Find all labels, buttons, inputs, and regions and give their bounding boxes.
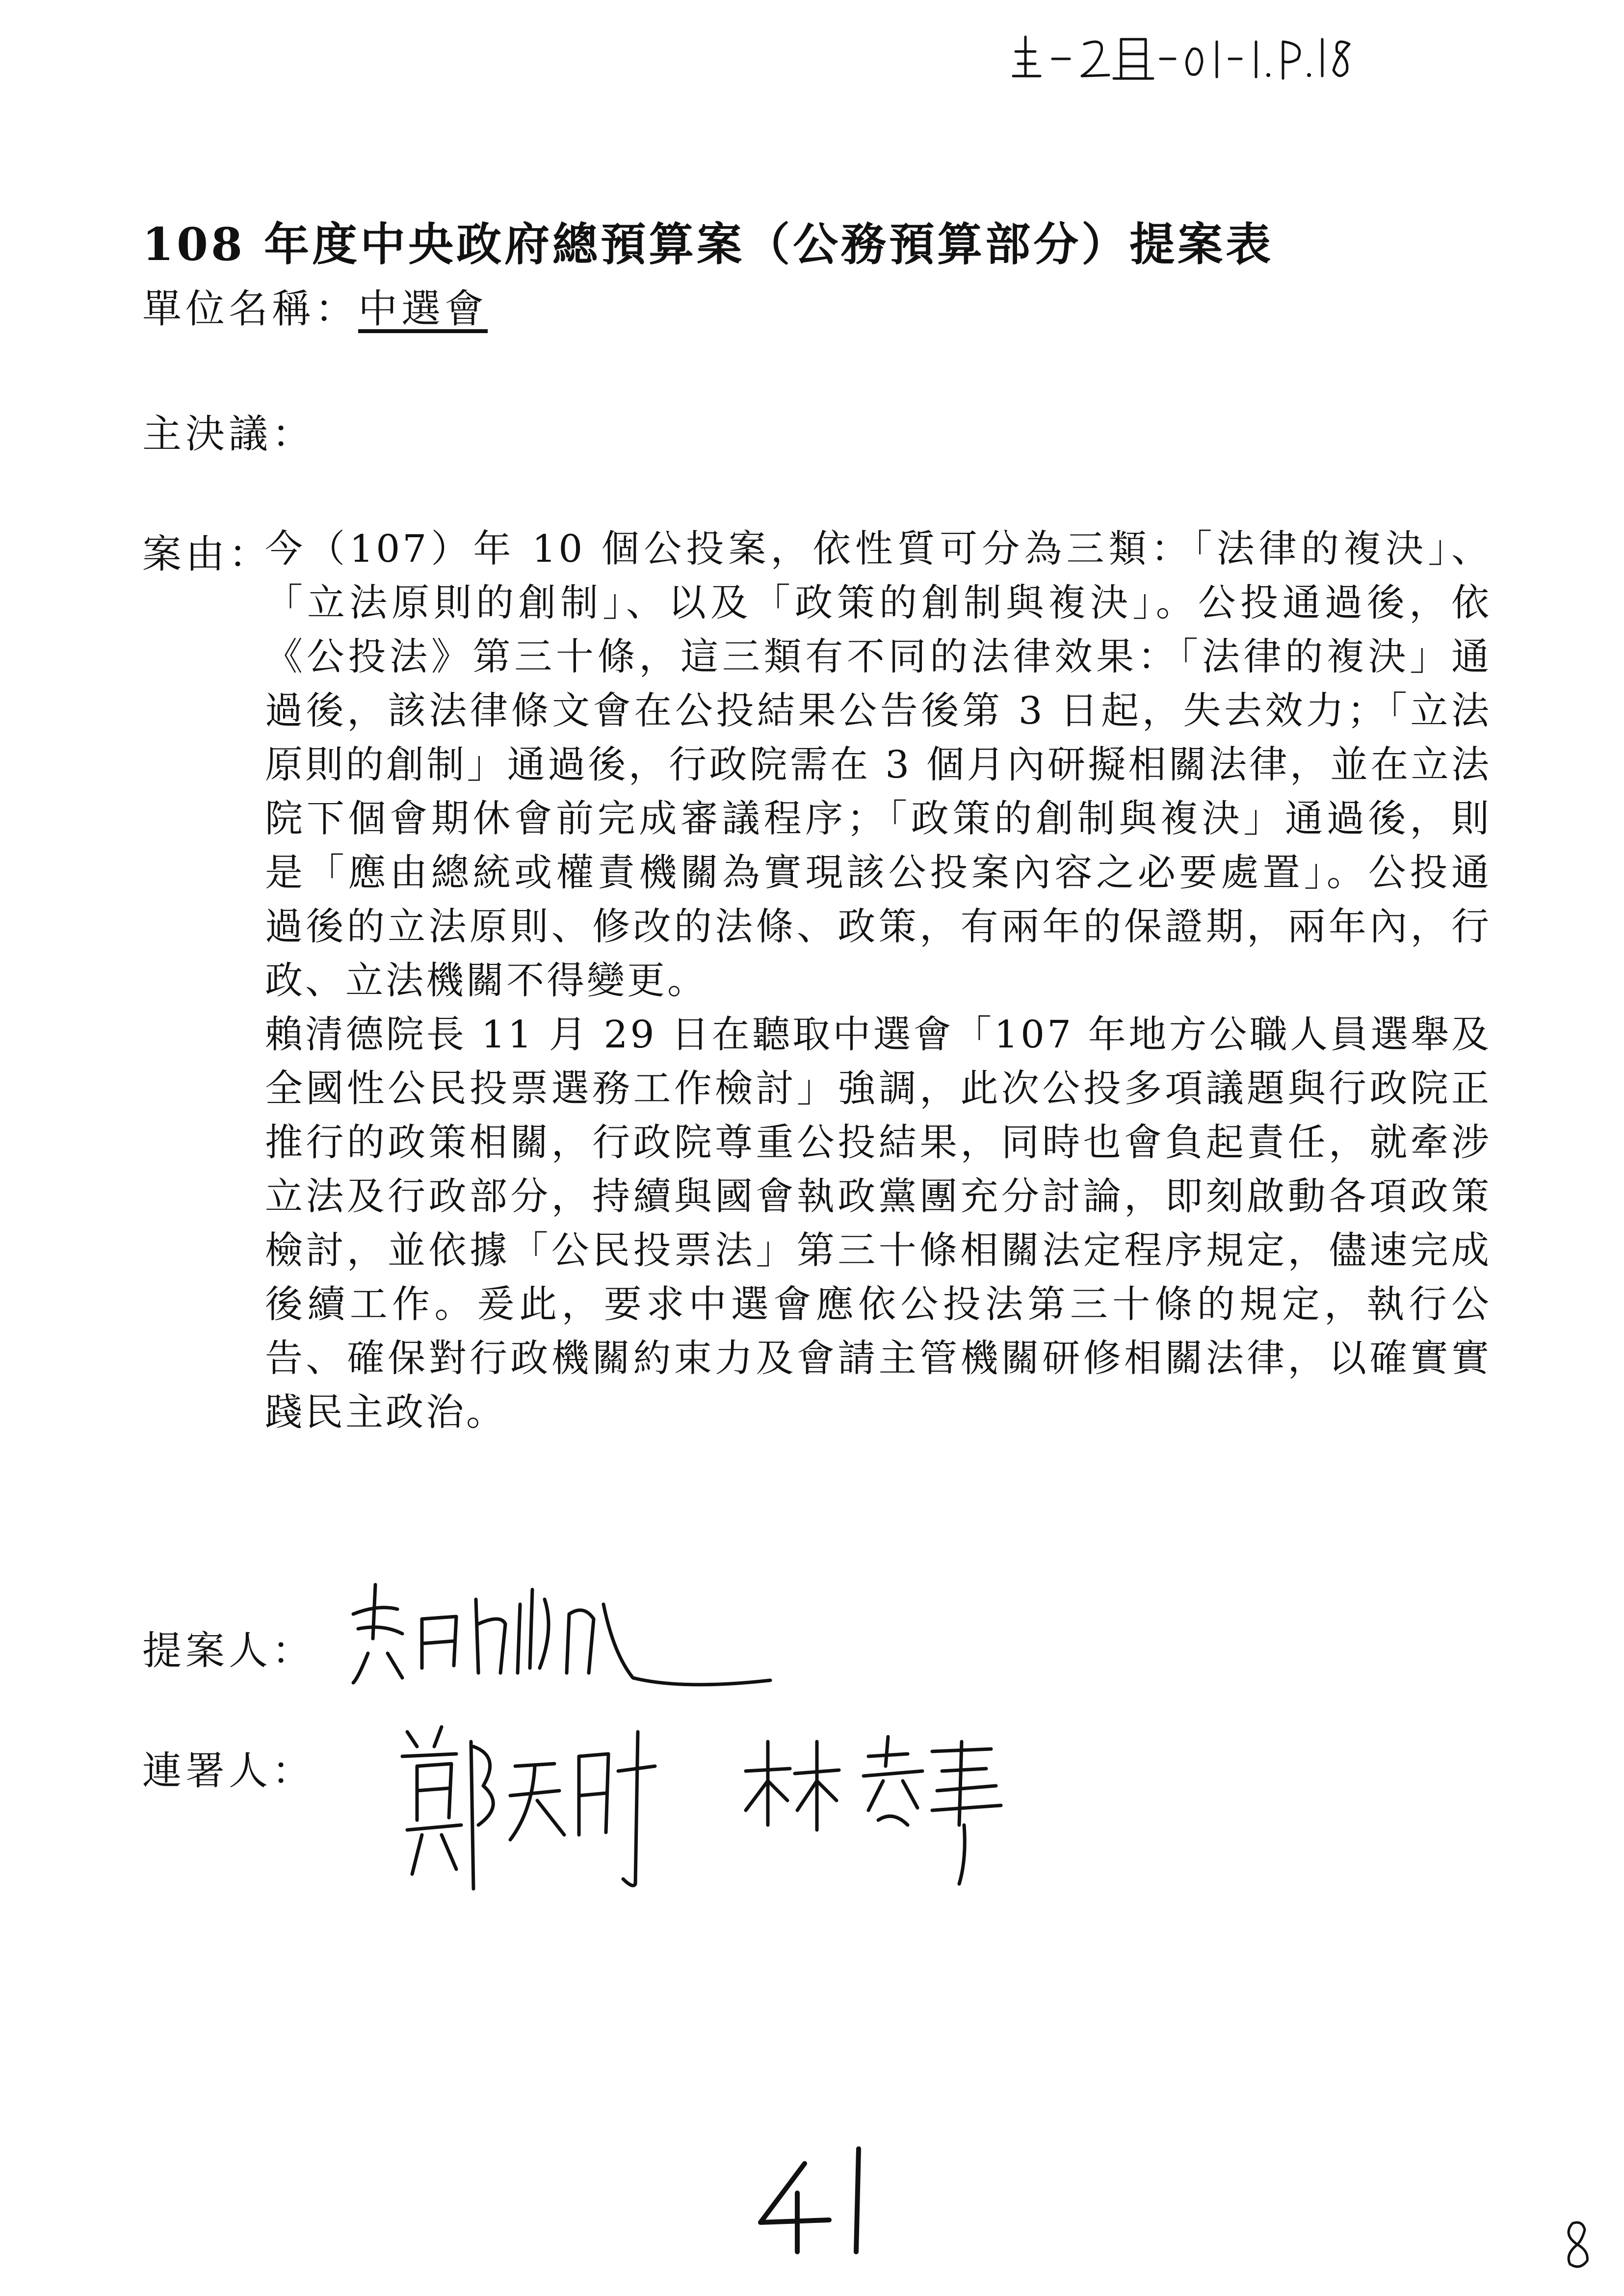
main-resolution-label: 主決議：	[142, 411, 315, 457]
handwritten-page-number	[751, 2134, 908, 2262]
corner-mark	[1560, 2218, 1595, 2271]
unit-label: 單位名稱：	[142, 286, 358, 332]
case-paragraph-2: 賴清德院長 11 月 29 日在聽取中選會「107 年地方公職人員選舉及全國性公民投票選務工作檢討」強調，此次公投多項議題與行政院正推行的政策相關，行政院尊重公投結果，同時也會負起責任，就牽涉立法及行政部分，持續與國會執政黨團充分討論，即刻啟動各項政策檢討，並依據「公民投票法」第三十條相關法定程序規定，儘速完成後續工作。爰此，要求中選會應依公投法第三十條的規定，執行公告、確保對行政機關約束力及會請主管機關研修相關法律，以確實實踐民主政治。	[265, 1013, 1492, 1435]
handwritten-reference-drawing	[1006, 22, 1359, 86]
cosigner-label: 連署人：	[142, 1748, 315, 1794]
case-paragraph-1: 今（107）年 10 個公投案，依性質可分為三類：「法律的複決」、「立法原則的創制」、以及「政策的創制與複決」。公投通過後，依《公投法》第三十條，這三類有不同的法律效果：「法律的複決」通過後，該法律條文會在公投結果公告後第 3 日起，失去效力；「立法原則的創制」通過後，行政院需在 3 個月內研擬相關法律，並在立法院下個會期休會前完成審議程序；「政策的創制與複決」通過後，則是「應由總統或權責機關為實現該公投案內容之必要處置」。公投通過後的立法原則、修改的法條、政策，有兩年的保證期，兩年內，行政、立法機關不得變更。	[265, 527, 1492, 1003]
cosigner-signature-2	[736, 1727, 1011, 1894]
proposer-signature-drawing	[339, 1555, 780, 1702]
page-number-drawing	[751, 2134, 908, 2262]
corner-mark-drawing	[1560, 2218, 1595, 2271]
cosigner-signature-1	[388, 1712, 662, 1899]
case-body	[265, 522, 1492, 1440]
proposer-signature	[339, 1555, 780, 1702]
unit-value: 中選會	[358, 286, 488, 332]
document-title: 108 年度中央政府總預算案（公務預算部分）提案表	[142, 218, 1274, 271]
cosigner-signature-1-drawing	[388, 1712, 662, 1899]
cosigner-signature-2-drawing	[736, 1727, 1011, 1894]
unit-line	[142, 277, 488, 334]
handwritten-reference-mark	[1006, 22, 1359, 86]
case-label: 案由：	[142, 531, 272, 577]
proposer-label: 提案人：	[142, 1628, 315, 1673]
